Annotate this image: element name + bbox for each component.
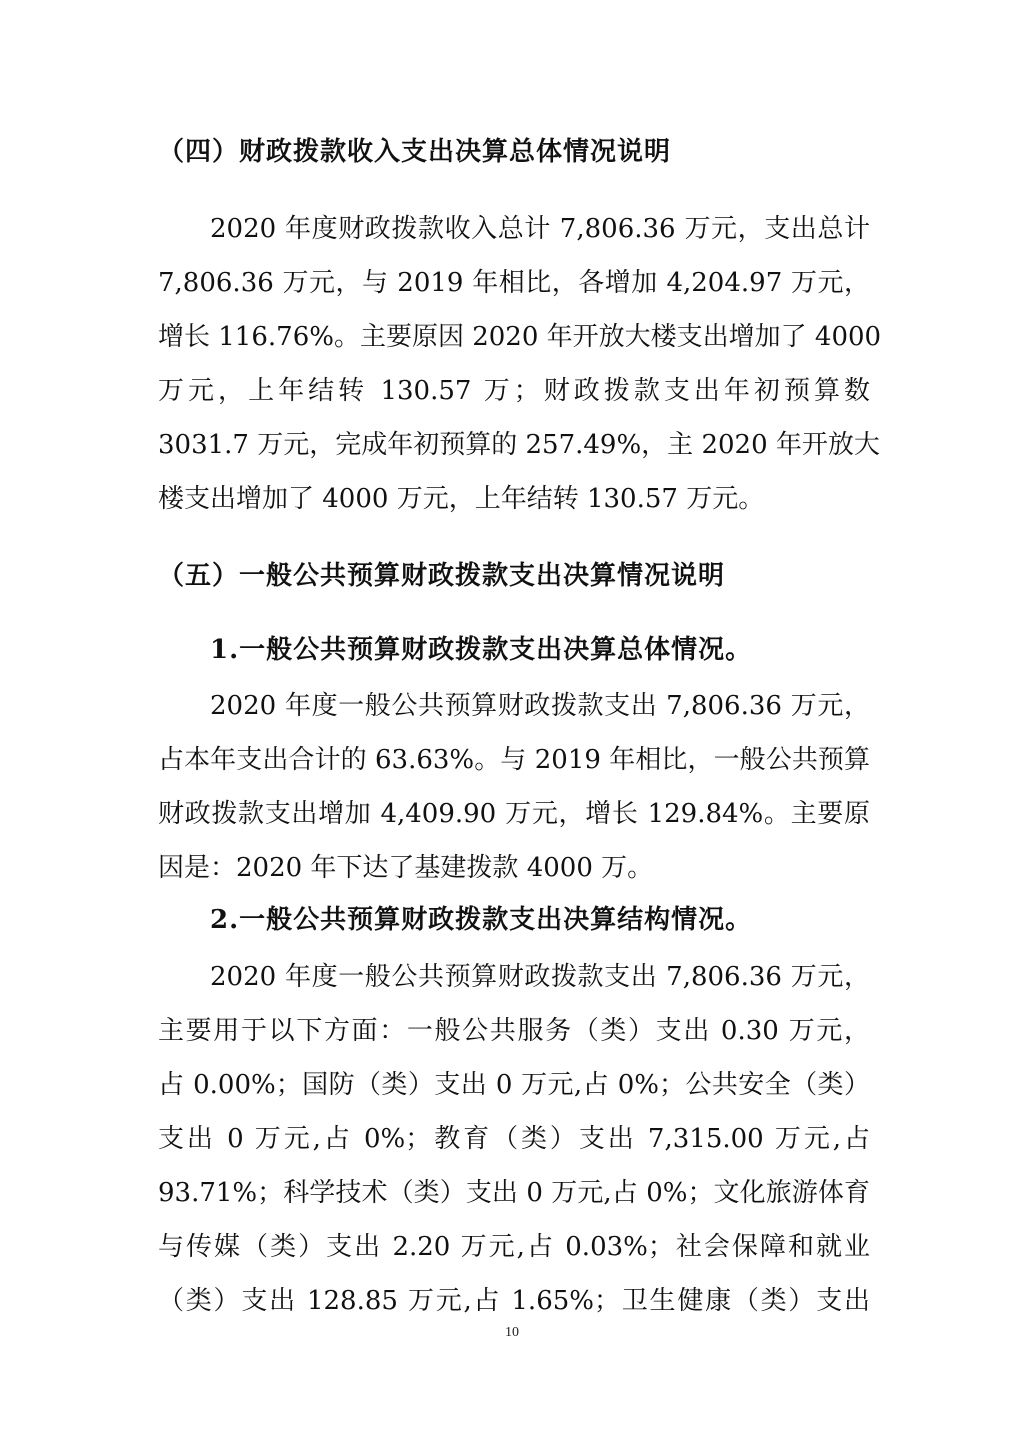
paragraph-line: 占本年支出合计的 63.63%。与 2019 年相比，一般公共预算 [158, 745, 870, 775]
subsection-heading: 1.一般公共预算财政拨款支出决算总体情况。 [210, 635, 753, 665]
paragraph-line: 支出 0 万元,占 0%；教育（类）支出 7,315.00 万元,占 [158, 1124, 870, 1154]
paragraph-line: 楼支出增加了 4000 万元，上年结转 130.57 万元。 [158, 484, 765, 514]
paragraph-line: 3031.7 万元，完成年初预算的 257.49%，主 2020 年开放大 [158, 430, 880, 460]
paragraph-line: 2020 年度一般公共预算财政拨款支出 7,806.36 万元， [210, 962, 870, 992]
section-heading: （五）一般公共预算财政拨款支出决算情况说明 [158, 561, 726, 591]
paragraph-line: 与传媒（类）支出 2.20 万元,占 0.03%；社会保障和就业 [158, 1232, 870, 1262]
paragraph-line: 7,806.36 万元，与 2019 年相比，各增加 4,204.97 万元， [158, 268, 870, 298]
paragraph-line: 财政拨款支出增加 4,409.90 万元，增长 129.84%。主要原 [158, 799, 870, 829]
section-heading: （四）财政拨款收入支出决算总体情况说明 [158, 137, 672, 167]
paragraph-line: 增长 116.76%。主要原因 2020 年开放大楼支出增加了 4000 [158, 322, 882, 352]
paragraph-line: 2020 年度一般公共预算财政拨款支出 7,806.36 万元， [210, 691, 870, 721]
paragraph-line: 主要用于以下方面：一般公共服务（类）支出 0.30 万元， [158, 1016, 870, 1046]
paragraph-line: 万元，上年结转 130.57 万；财政拨款支出年初预算数 [158, 376, 870, 406]
page-number: 10 [505, 1325, 519, 1340]
paragraph-line: （类）支出 128.85 万元,占 1.65%；卫生健康（类）支出 [158, 1286, 870, 1316]
paragraph-line: 93.71%；科学技术（类）支出 0 万元,占 0%；文化旅游体育 [158, 1178, 870, 1208]
paragraph-line: 占 0.00%；国防（类）支出 0 万元,占 0%；公共安全（类） [158, 1070, 870, 1100]
paragraph-line: 2020 年度财政拨款收入总计 7,806.36 万元，支出总计 [210, 214, 870, 244]
subsection-heading: 2.一般公共预算财政拨款支出决算结构情况。 [210, 905, 753, 935]
paragraph-line: 因是：2020 年下达了基建拨款 4000 万。 [158, 853, 654, 883]
